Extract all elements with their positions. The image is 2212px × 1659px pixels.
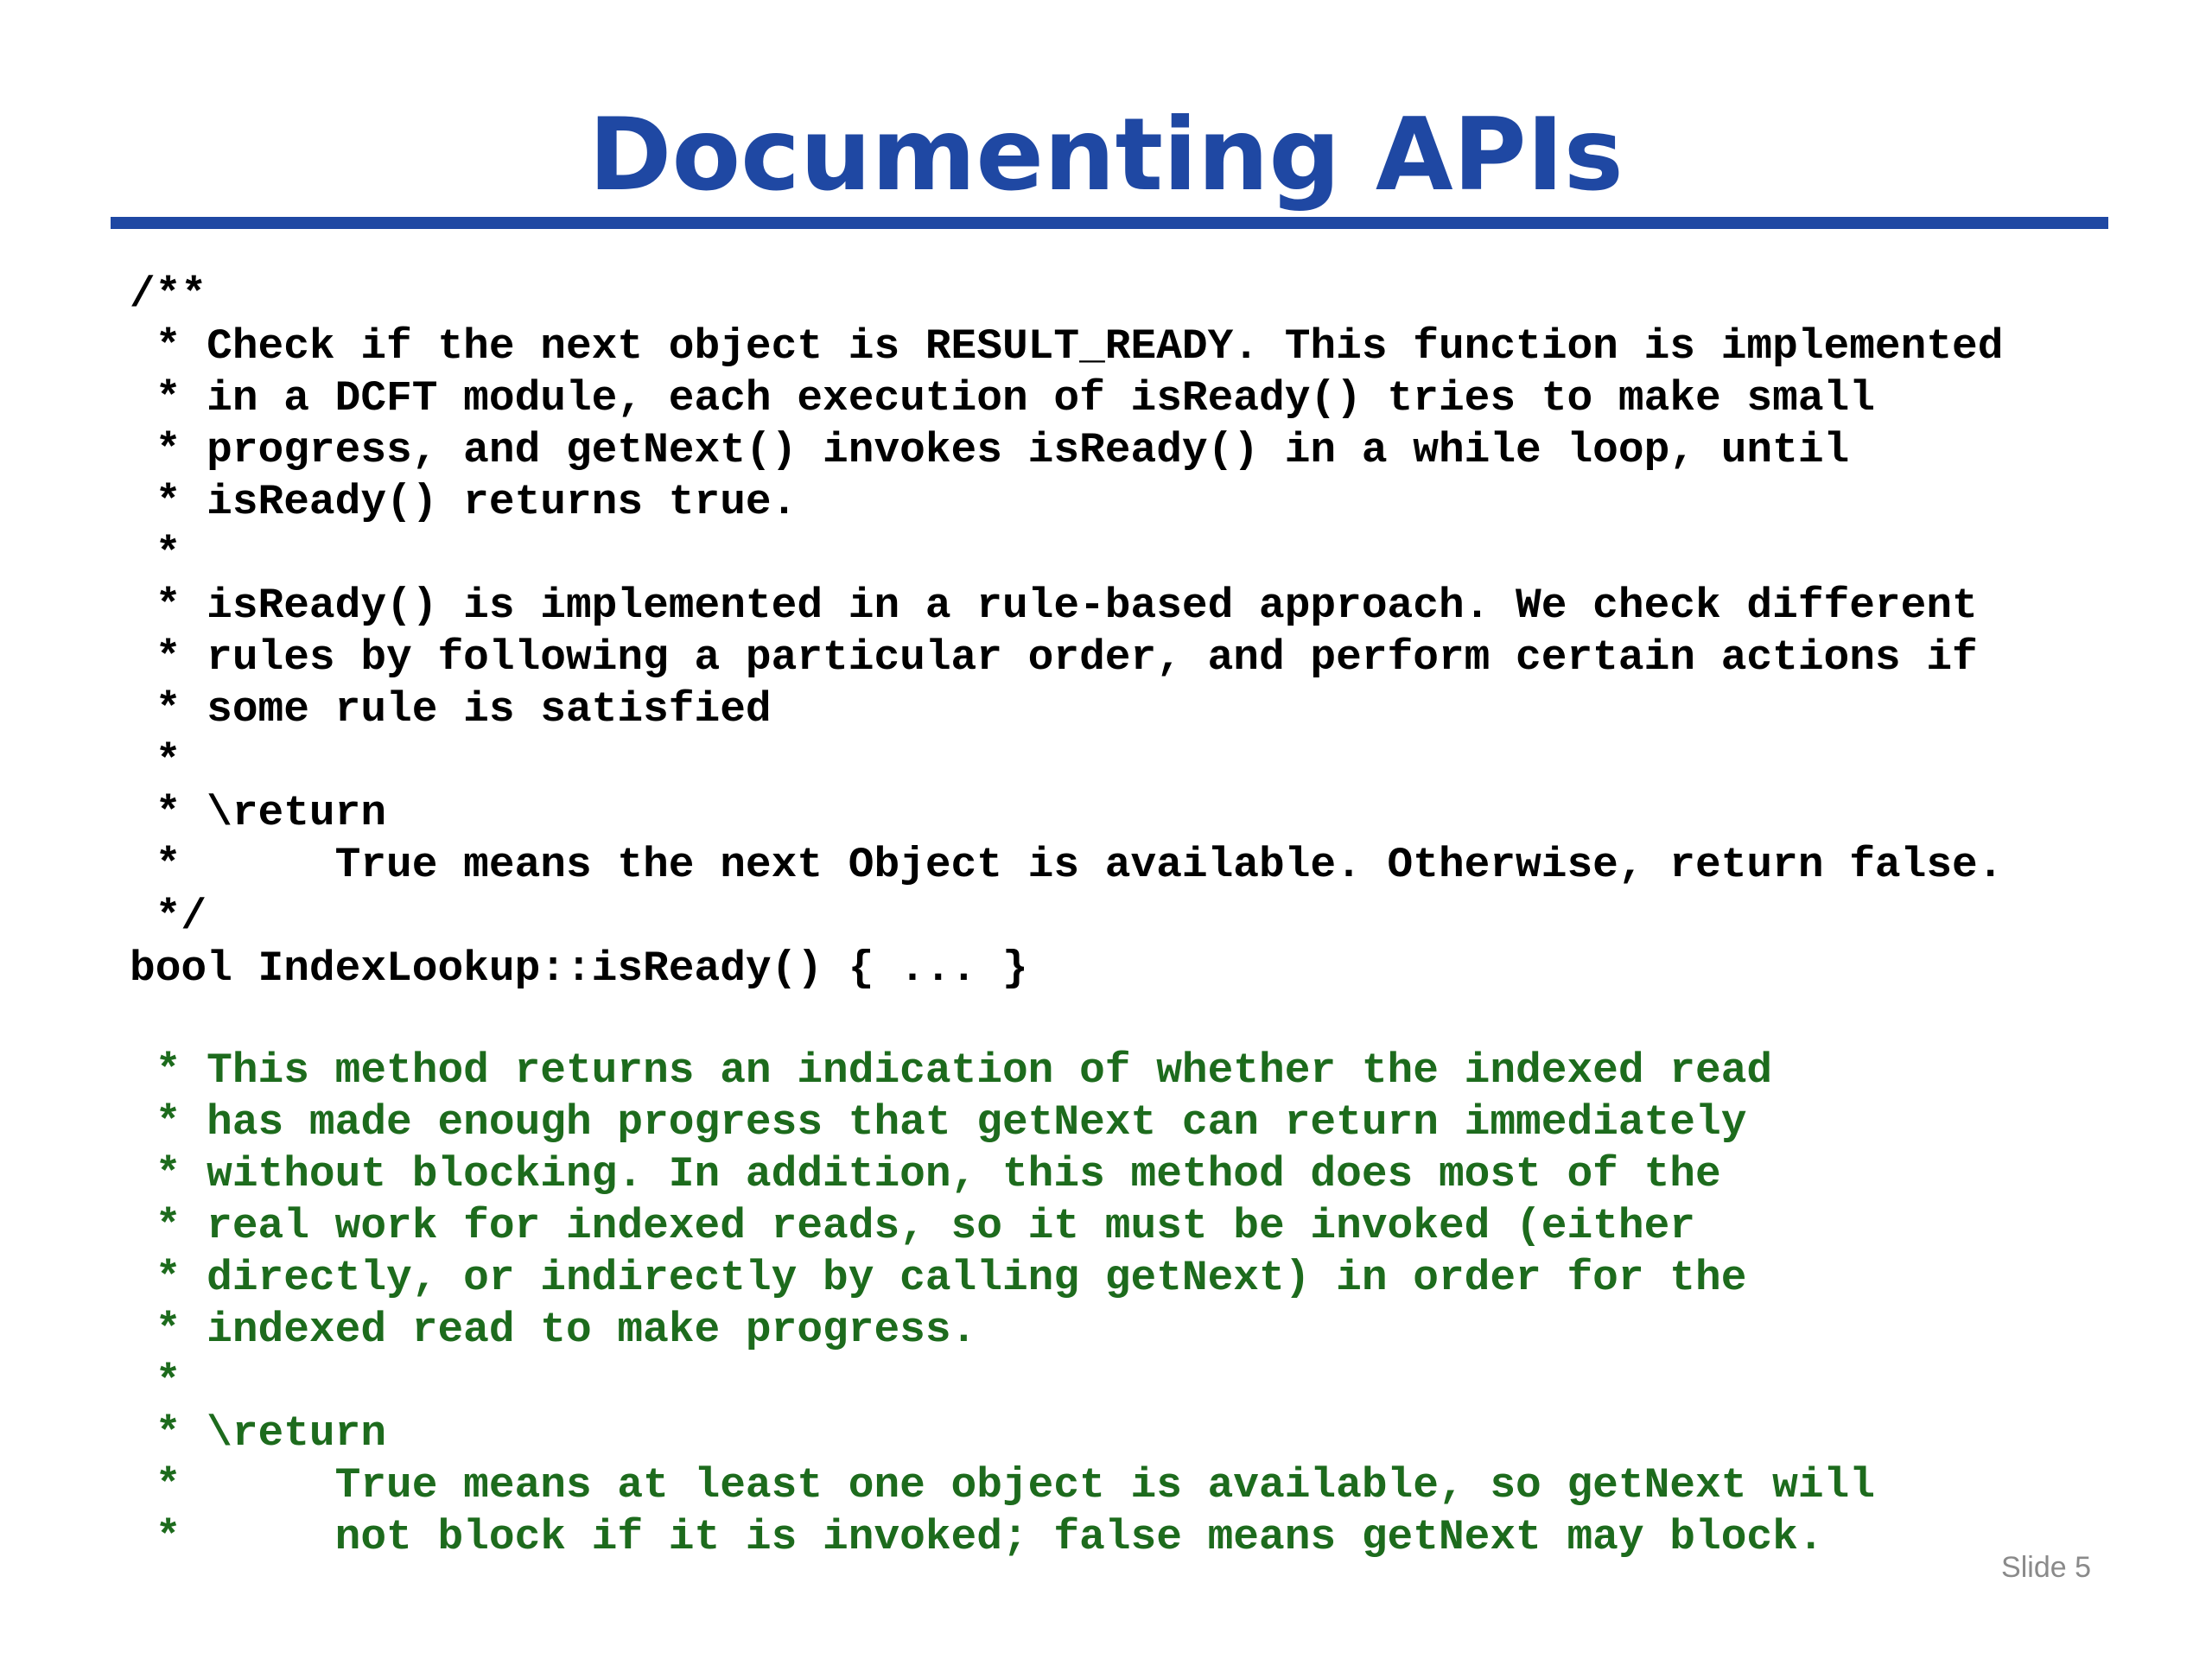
code-line: * isReady() returns true. xyxy=(130,478,798,526)
title-divider xyxy=(111,217,2108,229)
code-line: * \return xyxy=(130,789,387,837)
code-line: /** xyxy=(130,270,207,319)
code-block xyxy=(130,269,2003,995)
code-line: * Check if the next object is RESULT_READY. This function is implemented xyxy=(130,322,2004,371)
code-line: * rules by following a particular order, and perform certain actions if xyxy=(130,633,1978,682)
code-line: bool IndexLookup::isReady() { ... } xyxy=(130,944,1028,993)
comment-line: * \return xyxy=(130,1409,387,1458)
code-line: * isReady() is implemented in a rule-based approach. We check different xyxy=(130,582,1978,630)
code-line: */ xyxy=(130,893,207,941)
code-line: * some rule is satisfied xyxy=(130,685,772,734)
comment-line: * True means at least one object is available, so getNext will xyxy=(130,1461,1875,1510)
code-line: * True means the next Object is available. Otherwise, return false. xyxy=(130,841,2004,889)
comment-line: * This method returns an indication of whether the indexed read xyxy=(130,1046,1773,1095)
code-line: * xyxy=(130,737,181,785)
comment-line: * has made enough progress that getNext can return immediately xyxy=(130,1098,1747,1147)
comment-line: * xyxy=(130,1357,181,1406)
code-line: * in a DCFT module, each execution of isReady() tries to make small xyxy=(130,374,1875,423)
comment-line: * real work for indexed reads, so it must be invoked (either xyxy=(130,1202,1695,1250)
comment-line: * directly, or indirectly by calling getNext) in order for the xyxy=(130,1254,1747,1302)
comment-block xyxy=(130,1045,1875,1563)
comment-line: * not block if it is invoked; false means getNext may block. xyxy=(130,1513,1824,1561)
code-line: * xyxy=(130,530,181,578)
slide-number: Slide 5 xyxy=(2001,1551,2091,1584)
comment-line: * without blocking. In addition, this method does most of the xyxy=(130,1150,1721,1198)
slide-title: Documenting APIs xyxy=(588,97,1624,213)
code-line: * progress, and getNext() invokes isReady() in a while loop, until xyxy=(130,426,1850,474)
comment-line: * indexed read to make progress. xyxy=(130,1306,977,1354)
